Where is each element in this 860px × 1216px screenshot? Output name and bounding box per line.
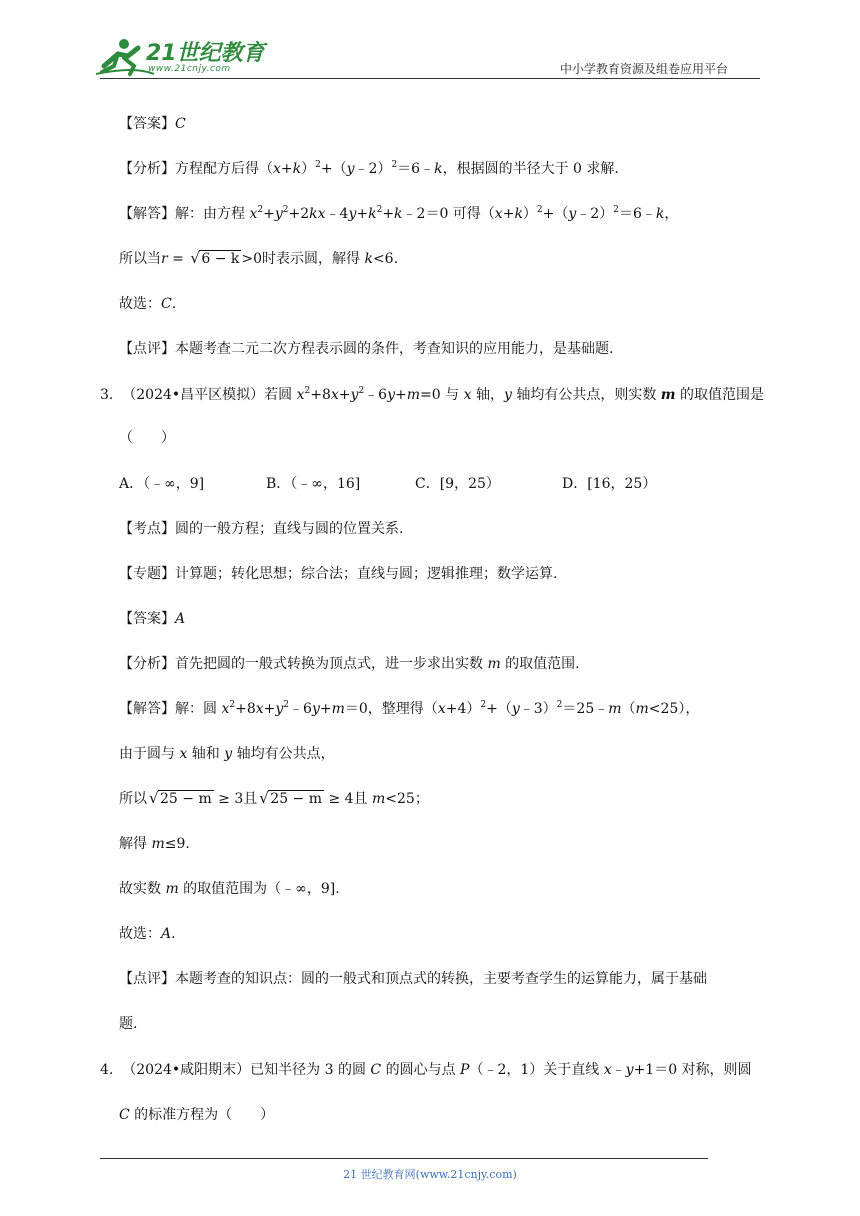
solution-tag: 【解答】 (119, 701, 175, 717)
question-number: 3. (100, 387, 114, 403)
text: 的取值范围. (500, 656, 580, 672)
text: ， (664, 206, 679, 222)
option-a: A．（﹣∞，9] (119, 476, 205, 492)
text: ，根据圆的半径大于 0 求解. (442, 161, 619, 177)
site-logo (94, 36, 264, 78)
header-rule (100, 78, 760, 79)
text: 所以 (119, 791, 147, 807)
text: （﹣2，1）关于直线 (469, 1062, 604, 1078)
text: <6. (372, 251, 399, 267)
analysis-tag: 【分析】 (119, 656, 175, 672)
text: 的取值范围是 (675, 387, 765, 403)
radicand: 25 − m (270, 791, 323, 807)
text: +4） (445, 701, 481, 717)
text: ﹣6 (289, 701, 312, 717)
text: 轴均有公共点，则实数 (511, 387, 661, 403)
text: = (167, 251, 189, 267)
text: 方程配方后得（ (175, 161, 273, 177)
text: （2024•咸阳期末）已知半径为 3 的圆 (122, 1062, 371, 1078)
sqrt-expression (190, 251, 241, 267)
q3-comment (119, 968, 707, 988)
text: 解：圆 (175, 701, 222, 717)
text: 由于圆与 (119, 746, 180, 762)
text: （2024•昌平区模拟）若圆 (122, 387, 297, 403)
q3-solution-line5: 故实数 m 的取值范围为（﹣∞，9]. (119, 881, 340, 897)
logo-text: 21世纪教育 (146, 41, 265, 66)
answer-letter: A (175, 611, 186, 627)
text: 轴均有公共点， (232, 746, 335, 762)
text: +1＝0 对称，则圆 (633, 1062, 752, 1078)
q3-kaodian (119, 518, 403, 538)
text: 所以当 (119, 251, 161, 267)
text: ﹣6 (364, 387, 388, 403)
answer-tag: 【答案】 (119, 611, 175, 627)
sqrt-expression (149, 791, 214, 807)
text: 的取值范围为（﹣∞，9]. (178, 881, 340, 897)
text: . (171, 296, 177, 312)
radicand: 25 − m (160, 791, 212, 807)
text: ﹣4 (325, 206, 349, 222)
text: （ (621, 701, 636, 717)
q3-stem: 3. （2024•昌平区模拟）若圆 $x^2+8x+y^2﹣6y+m=0$ 与 x 轴，y 轴均有公共点，则实数 m 的取值范围是 (100, 386, 765, 403)
q2-answer (119, 113, 186, 133)
footer-link[interactable]: 21 世纪教育网(www.21cnjy.com) (343, 1168, 517, 1181)
logo-url: www.21cnjy.com (148, 64, 231, 74)
text: ﹣2＝0 可得（ (402, 206, 495, 222)
text: 解：由方程 (175, 206, 250, 222)
question-number: 4. (100, 1062, 114, 1078)
option-d: D．[16，25） (562, 476, 657, 492)
text: 故实数 (119, 881, 166, 897)
q3-solution-line2: 由于圆与 x 轴和 y 轴均有公共点， (119, 746, 335, 762)
option-b: B．（﹣∞，16] (266, 476, 361, 492)
var-r: r (161, 251, 168, 267)
q3-answer (119, 608, 185, 628)
q3-paren: （ ） (119, 430, 175, 446)
q3-solution-line4: 解得 m≤9. (119, 836, 190, 852)
text: ＝6﹣ (618, 206, 656, 222)
option-c: C．[9，25） (415, 476, 500, 492)
text: 故选： (119, 926, 161, 942)
zhuanti-tag: 【专题】 (119, 566, 175, 582)
q3-solution-line3: 所以√ 25 − m ≥ 3且√ 25 − m ≥ 4且 m<25； (119, 788, 429, 808)
comment-tag: 【点评】 (119, 341, 175, 357)
text: 解得 (119, 836, 152, 852)
answer-letter: A (161, 926, 172, 942)
q2-solution: 【解答】解：由方程 $x^2+y^2+2kx﹣4y+k^2+k﹣2=0$ 可得$(x+k)^2+(y﹣2)^2=6﹣k$， (119, 205, 679, 222)
q2-analysis: 【分析】方程配方后得$(x+k)^2+(y﹣2)^2=6﹣k$，根据圆的半径大于 0 求解. (119, 160, 619, 177)
text: +8 (310, 387, 331, 403)
text: ＝0，整理得（ (344, 701, 438, 717)
text: ＝25﹣ (562, 701, 609, 717)
text: ） (522, 206, 537, 222)
comment-tag: 【点评】 (119, 971, 175, 987)
text: + (395, 387, 407, 403)
answer-tag: 【答案】 (119, 116, 175, 132)
q4-stem: 4. （2024•咸阳期末）已知半径为 3 的圆 C 的圆心与点 P（﹣2，1）关于直线 x﹣y+1＝0 对称，则圆 (100, 1062, 752, 1078)
text: +8 (235, 701, 256, 717)
text: ﹣2） (576, 206, 614, 222)
text: + (319, 701, 332, 717)
q2-comment (119, 338, 613, 358)
text: +（ (486, 701, 512, 717)
footer-rule (100, 1158, 708, 1159)
sqrt-expression (259, 791, 324, 807)
text: 圆的一般方程；直线与圆的位置关系. (175, 521, 404, 537)
q2-choose (119, 293, 176, 313)
text: +（ (320, 161, 347, 177)
text: . (171, 926, 176, 942)
text: +（ (542, 206, 569, 222)
text: 的标准方程为（ ） (129, 1107, 275, 1123)
q3-solution: 【解答】解：圆 $x^2+8x+y^2﹣6y+m=0$，整理得$(x+4)^2+(y﹣3)^2=25﹣m(m<25)$， (119, 700, 700, 717)
text: 轴和 (187, 746, 225, 762)
text: ﹣3） (519, 701, 557, 717)
q2-solution-line2: 所以当r = √ 6 − k >0时表示圆，解得 k<6. (119, 248, 398, 268)
text: <25； (385, 791, 429, 807)
header-slogan: 中小学教育资源及组卷应用平台 (560, 62, 729, 76)
text: ＝6﹣ (397, 161, 435, 177)
text: 本题考查二元二次方程表示圆的条件，考查知识的应用能力，是基础题. (175, 341, 614, 357)
text: 故选： (119, 296, 161, 312)
text: ≤9. (164, 836, 190, 852)
text: =0 与 (420, 387, 464, 403)
text: 计算题；转化思想；综合法；直线与圆；逻辑推理；数学运算. (175, 566, 558, 582)
q3-choose (119, 923, 176, 943)
q3-comment-cont: 题. (119, 1016, 138, 1032)
text: ≥ 3且 (213, 791, 258, 807)
q4-stem-line2: C 的标准方程为（ ） (119, 1107, 275, 1123)
answer-letter: C (175, 116, 186, 132)
analysis-tag: 【分析】 (119, 161, 175, 177)
q3-analysis: 【分析】首先把圆的一般式转换为顶点式，进一步求出实数 m 的取值范围. (119, 656, 580, 672)
text: <25）， (648, 701, 700, 717)
text: 本题考查的知识点：圆的一般式和顶点式的转换，主要考查学生的运算能力，属于基础 (175, 971, 707, 987)
text: ≥ 4且 (324, 791, 373, 807)
text: >0时表示圆，解得 (241, 251, 365, 267)
text: 的圆心与点 (381, 1062, 461, 1078)
answer-letter: C (161, 296, 172, 312)
text: ﹣2） (354, 161, 392, 177)
radicand: 6 − k (201, 251, 240, 267)
q3-zhuanti (119, 563, 557, 583)
text: 首先把圆的一般式转换为顶点式，进一步求出实数 (175, 656, 488, 672)
text: ） (301, 161, 316, 177)
solution-tag: 【解答】 (119, 206, 175, 222)
kaodian-tag: 【考点】 (119, 521, 175, 537)
text: 轴， (471, 387, 504, 403)
text: ﹣ (611, 1062, 626, 1078)
